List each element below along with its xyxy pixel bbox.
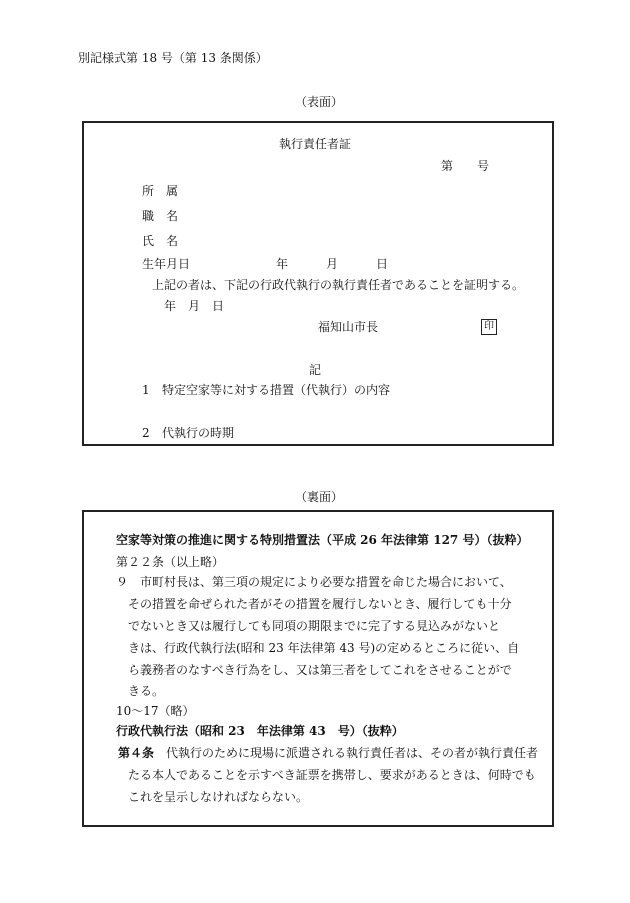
certification-statement: 上記の者は、下記の行政代執行の執行責任者であることを証明する。 [152,278,525,292]
article-4-line-3: これを呈示しなければならない。 [128,790,309,804]
item-2-number: 2 [142,426,150,440]
birth-year-unit: 年 [276,257,289,271]
para9-line-3: でないとき又は履行しても同項の期限までに完了する見込みがないと [128,619,501,633]
law1-title: 空家等対策の推進に関する特別措置法（平成 26 年法律第 127 号）（抜粋） [116,533,529,547]
item-1-number: 1 [142,383,150,397]
item-2-text: 代執行の時期 [162,426,235,440]
back-caption: （裏面） [295,490,344,504]
front-caption: （表面） [295,95,344,109]
para9-line-5: ら義務者のなすべき行為をし、又は第三者をしてこれをさせることがで [128,663,512,677]
article-4-line-1: 代執行のために現場に派遣される執行責任者は、その者が執行責任者 [166,746,539,760]
birth-month-unit: 月 [326,257,339,271]
official-seal-box: 印 [481,319,497,335]
field-affiliation-label: 所 属 [142,184,179,198]
law2-title: 行政代執行法（昭和 23 年法律第 43 号）（抜粋） [116,724,404,738]
para10-17: 10〜17（略） [116,704,195,718]
issue-date-line: 年 月 日 [164,299,225,313]
article-4-line-2: たる本人であることを示すべき証票を携帯し、要求があるときは、何時でも [128,768,536,782]
certificate-title: 執行責任者証 [279,137,352,151]
birth-day-unit: 日 [376,257,389,271]
ki-heading: 記 [309,363,322,377]
article-4-label: 第４条 [118,746,155,760]
field-birthdate-label: 生年月日 [142,257,191,271]
item-1-text: 特定空家等に対する措置（代執行）の内容 [162,383,391,397]
certificate-number-label: 第 号 [441,159,490,173]
form-number-label: 別記様式第 18 号（第 13 条関係） [78,51,268,65]
field-position-label: 職 名 [142,209,179,223]
article-22-heading: 第２２条（以上略） [116,555,225,569]
issuer-name: 福知山市長 [318,320,379,334]
field-name-label: 氏 名 [142,234,179,248]
para9-line-1: ９ 市町村長は、第三項の規定により必要な措置を命じた場合において、 [116,575,512,589]
para9-line-4: きは、行政代執行法(昭和 23 年法律第 43 号)の定めるところに従い、自 [128,641,520,655]
para9-line-2: その措置を命ぜられた者がその措置を履行しないとき、履行しても十分 [128,597,512,611]
para9-line-6: きる。 [128,684,165,698]
